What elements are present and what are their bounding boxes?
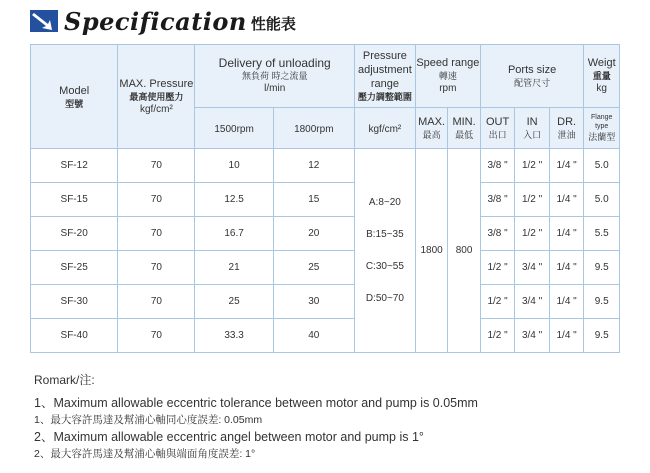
note-1-en: 1、Maximum allowable eccentric tolerance between motor and pump is 0.05mm <box>34 396 478 410</box>
table-row: SF-12 70 10 12 A:8~20 B:15~35 C:30~55 D:50~70 1800 800 3/8 " 1/2 " 1/4 " 5.0 <box>31 149 620 183</box>
speed-min-header: MIN. 最低 <box>448 108 480 149</box>
table-row: SF-40 70 33.3 40 1/2 " 3/4 " 1/4 " 9.5 <box>31 319 620 353</box>
rpm1800-header: 1800rpm <box>273 108 354 149</box>
notes-section <box>34 372 478 463</box>
flange-header: Flange type 法蘭型 <box>584 108 620 149</box>
adj-unit-header: kgf/cm² <box>354 108 415 149</box>
note-2-cn: 2、最大容許馬達及幫浦心軸與端面角度誤差: 1° <box>34 448 256 460</box>
header-row <box>31 45 620 108</box>
table-row: SF-15 70 12.5 15 3/8 " 1/2 " 1/4 " 5.0 <box>31 183 620 217</box>
pressure-header: MAX. Pressure 最高使用壓力 kgf/cm² <box>118 45 195 149</box>
rpm1500-header: 1500rpm <box>195 108 273 149</box>
port-dr-header: DR. 泄油 <box>549 108 584 149</box>
notes-heading: Romark/注: <box>34 373 95 387</box>
port-in-header: IN 入口 <box>515 108 550 149</box>
model-header: Model 型號 <box>31 45 118 149</box>
spec-table <box>30 44 620 353</box>
weight-header: Weigt 重量 kg <box>584 45 620 108</box>
title-bar <box>30 4 296 38</box>
speed-max-header: MAX. 最高 <box>415 108 447 149</box>
speed-header: Speed range 轉速 rpm <box>415 45 480 108</box>
table-row: SF-25 70 21 25 1/2 " 3/4 " 1/4 " 9.5 <box>31 251 620 285</box>
diagonal-arrow-icon <box>30 10 58 32</box>
page-title-cn: 性能表 <box>250 15 296 33</box>
ports-header: Ports size 配管尺寸 <box>480 45 584 108</box>
table-row: SF-30 70 25 30 1/2 " 3/4 " 1/4 " 9.5 <box>31 285 620 319</box>
page-title: Specification <box>64 6 247 36</box>
table-row: SF-20 70 16.7 20 3/8 " 1/2 " 1/4 " 5.5 <box>31 217 620 251</box>
note-2-en: 2、Maximum allowable eccentric angel between motor and pump is 1° <box>34 430 424 444</box>
adjustment-header: Pressure adjustment range 壓力調整範圍 <box>354 45 415 108</box>
adjustment-ranges: A:8~20 B:15~35 C:30~55 D:50~70 <box>354 149 415 353</box>
speed-max: 1800 <box>415 149 447 353</box>
delivery-header: Delivery of unloading 無負荷 時之流量 l/min <box>195 45 354 108</box>
speed-min: 800 <box>448 149 480 353</box>
note-1-cn: 1、最大容許馬達及幫浦心軸同心度誤差: 0.05mm <box>34 414 263 426</box>
port-out-header: OUT 出口 <box>480 108 515 149</box>
